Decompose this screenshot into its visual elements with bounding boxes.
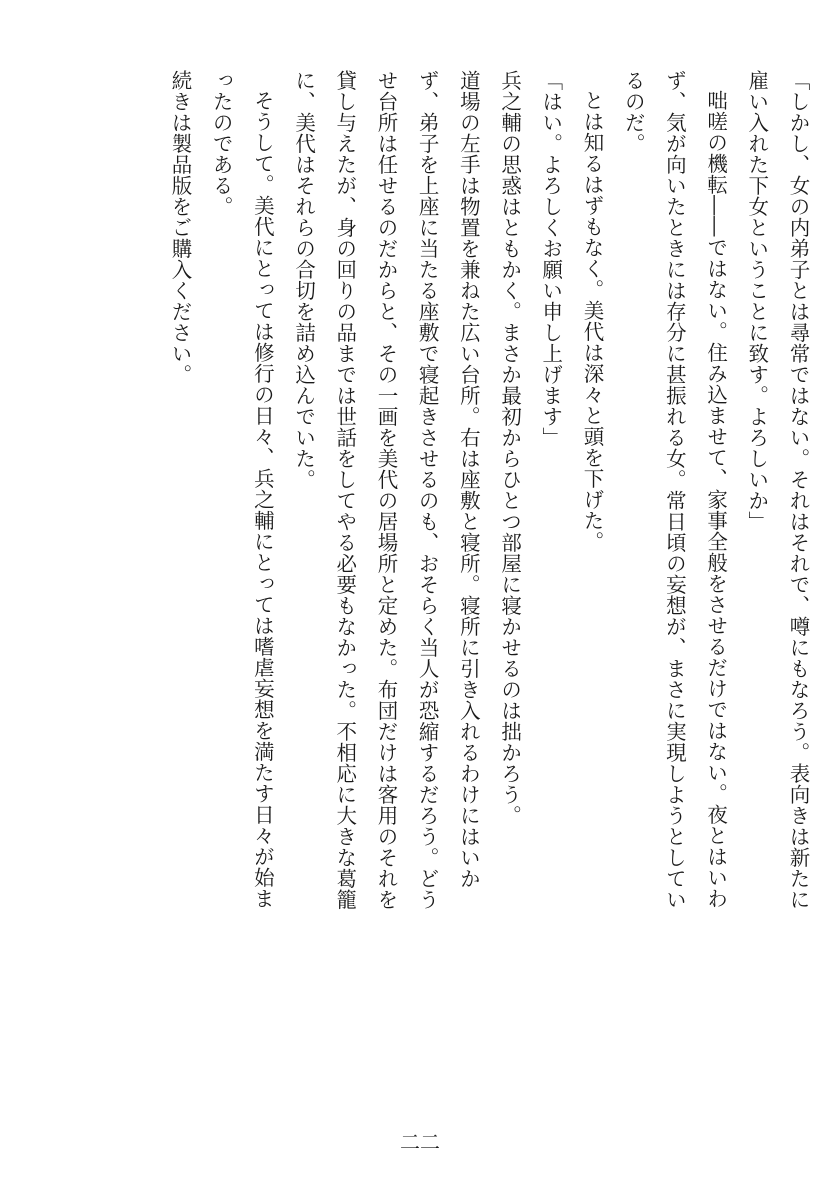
text-line: 雇い入れた下女ということに致す。よろしいか」 <box>744 70 769 532</box>
text-line: 咄嗟の機転――ではない。住み込ませて、家事全般をさせるだけではない。夜とはいわ <box>703 90 728 909</box>
text-line: 貸し与えたが、身の回りの品までは世話をしてやる必要もなかった。不相応に大きな葛籠 <box>332 70 357 910</box>
text-line: に、美代はそれらの合切を詰め込んでいた。 <box>291 70 316 490</box>
purchase-notice: 続きは製品版をご購入ください。 <box>167 70 192 385</box>
page-number: 二二 <box>400 1130 440 1154</box>
text-line: そうして。美代にとっては修行の日々、兵之輔にとっては嗜虐妄想を満たす日々が始ま <box>250 90 275 909</box>
text-line: るのだ。 <box>621 70 646 154</box>
text-line: 「しかし、女の内弟子とは尋常ではない。それはそれで、噂にもなろう。表向きは新たに <box>786 70 810 910</box>
text-line: ったのである。 <box>209 70 234 217</box>
text-line: とは知るはずもなく。美代は深々と頭を下げた。 <box>579 90 604 552</box>
text-line: せ台所は任せるのだからと、その一画を美代の居場所と定めた。布団だけは客用のそれを <box>373 70 398 910</box>
text-line: 「はい。よろしくお願い申し上げます」 <box>538 70 563 448</box>
text-line: 道場の左手は物置を兼ねた広い台所。右は座敷と寝所。寝所に引き入れるわけにはいか <box>456 70 481 889</box>
body-text <box>118 70 818 1030</box>
text-line: 兵之輔の思惑はともかく。まさか最初からひとつ部屋に寝かせるのは拙かろう。 <box>497 70 522 826</box>
text-line: ず、気が向いたときには存分に甚振れる女。常日頃の妄想が、まさに実現しようとしてい <box>662 70 687 910</box>
text-line: ず、弟子を上座に当たる座敷で寝起きさせるのも、おそらく当人が恐縮するだろう。どう <box>415 70 440 910</box>
